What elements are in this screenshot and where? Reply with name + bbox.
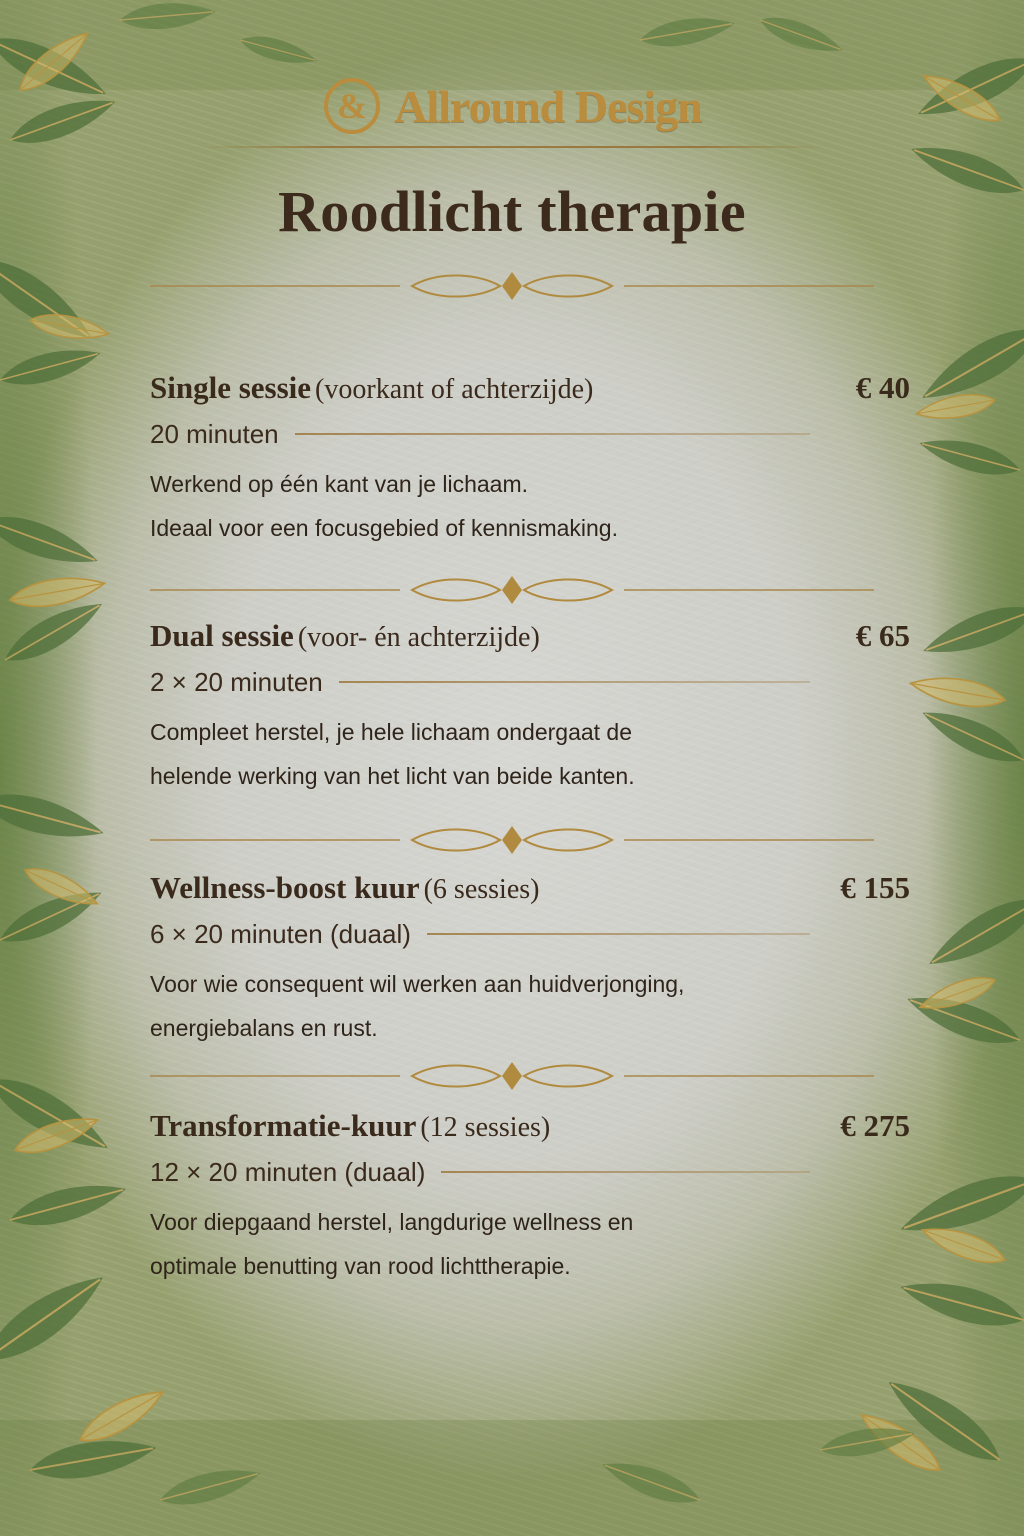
item-duration: 12 × 20 minuten (duaal) [150,1156,426,1187]
item-duration: 20 minuten [150,418,279,449]
duration-rule [339,681,810,683]
item-name: Single sessie [150,370,312,405]
item-subtitle: (12 sessies) [420,1112,551,1143]
menu-item [150,370,910,550]
item-description-line: energiebalans en rust. [150,1015,378,1041]
item-price: € 275 [840,1108,910,1143]
item-description [150,1200,910,1288]
item-description [150,962,910,1050]
brand-name: Allround Design [394,80,702,132]
menu-item [150,1108,910,1288]
item-name: Transformatie-kuur [150,1108,417,1143]
item-duration: 2 × 20 minuten [150,666,323,697]
item-description-line: helende werking van het licht van beide kanten. [150,763,635,789]
ampersand-logo-icon [322,76,382,136]
svg-text:&: & [337,86,368,126]
item-description-line: Voor wie consequent wil werken aan huidverjonging, [150,971,685,997]
item-price: € 65 [855,618,910,653]
ornament-divider [150,1056,874,1096]
menu-item [150,870,910,1050]
duration-rule [441,1171,810,1173]
item-duration: 6 × 20 minuten (duaal) [150,918,411,949]
item-description-line: Werkend op één kant van je lichaam. [150,471,529,497]
duration-rule [295,433,810,435]
duration-rule [427,933,810,935]
ornament-divider [150,570,874,610]
item-description [150,710,910,798]
item-price: € 40 [855,370,910,405]
item-description [150,462,910,550]
menu-item [150,618,910,798]
item-description-line: Compleet herstel, je hele lichaam ondergaat de [150,719,633,745]
item-name: Wellness-boost kuur [150,870,420,905]
item-subtitle: (6 sessies) [423,874,540,905]
item-description-line: Voor diepgaand herstel, langdurige wellness en [150,1209,634,1235]
item-price: € 155 [840,870,910,905]
item-description-line: Ideaal voor een focusgebied of kennismaking. [150,515,618,541]
item-subtitle: (voor- én achterzijde) [297,622,540,653]
page-title: Roodlicht therapie [278,179,746,244]
item-description-line: optimale benutting van rood lichttherapie. [150,1253,571,1279]
item-name: Dual sessie [150,618,294,653]
ornament-divider [150,266,874,306]
brand-logo [0,76,1024,146]
item-subtitle: (voorkant of achterzijde) [315,374,594,405]
ornament-divider [150,820,874,860]
logo-divider-line [200,146,824,148]
